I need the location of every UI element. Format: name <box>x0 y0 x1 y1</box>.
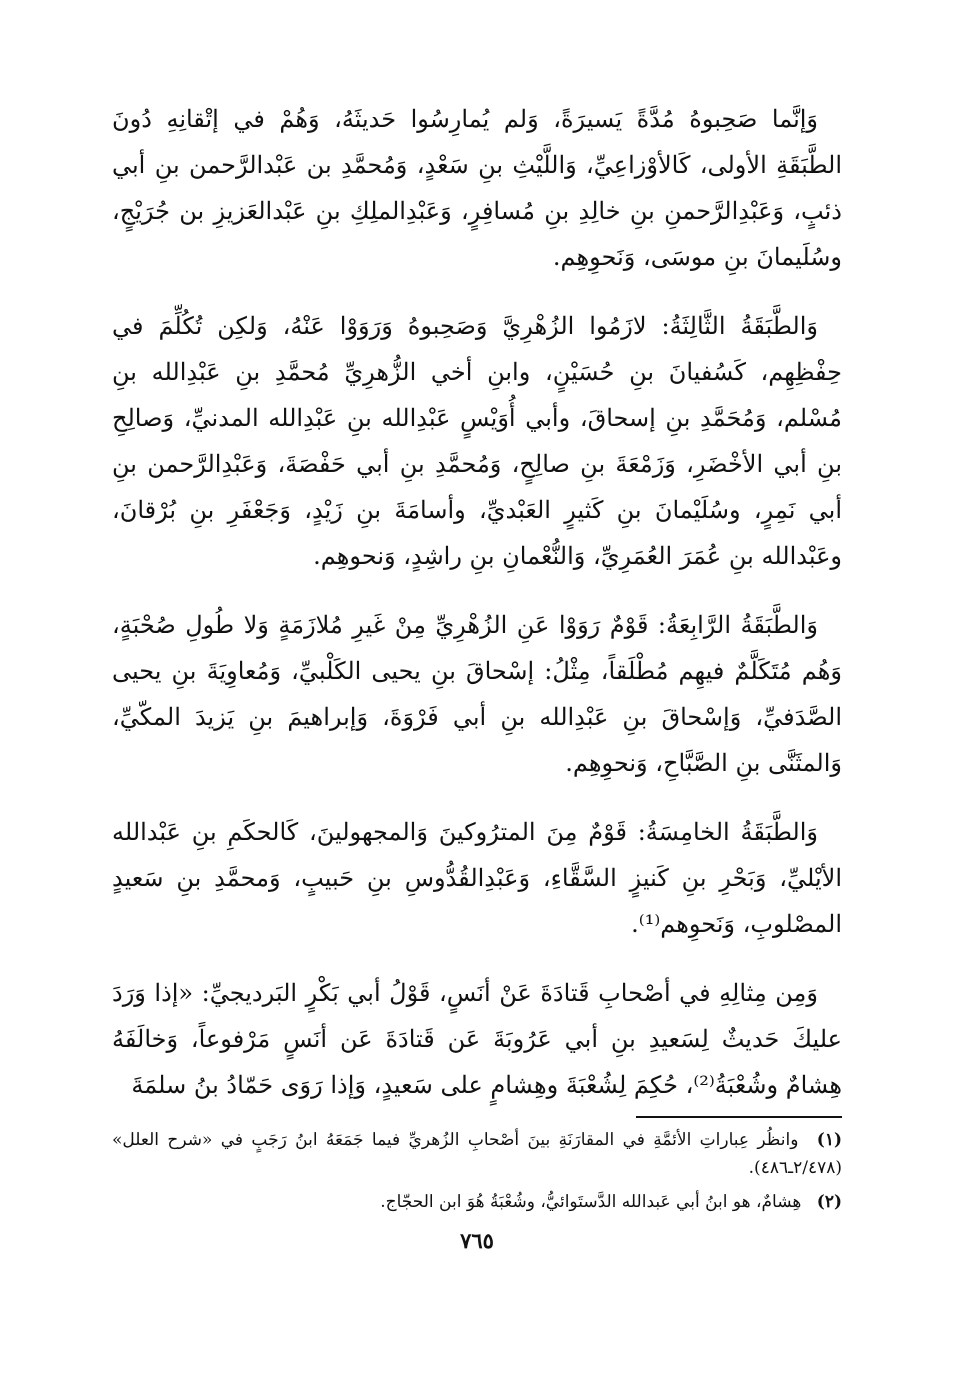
footnote-1-text: وانظُر عِباراتِ الأئمَّةِ في المقارَنَةِ بينَ أصْحابِ الزُهريِّ فيما جَمَعَهُ ابنُ رَجَبٍ في «شرح العلل» (٢/٤٧٨ـ٤٨٦). <box>112 1130 842 1178</box>
footnote-1-marker: (١) <box>816 1130 842 1150</box>
footnotes <box>112 1126 842 1222</box>
footnote-2-text: هِشامٌ، هو ابنُ أبي عَبدالله الدَّستَوائيُّ، وشُعْبَةُ هُوَ ابن الحجّاج. <box>380 1192 802 1212</box>
footnote-1 <box>112 1126 842 1182</box>
main-text <box>112 96 842 1108</box>
paragraph-first-class-continuation: وَإنَّما صَحِبوهُ مُدَّةً يَسيرَةً، وَلم يُمارِسُوا حَديثَهُ، وَهُمْ في إتْقانِهِ دُونَ الطَّبَقَةِ الأولى، كَالأوْزاعِيِّ، وَاللَّيْثِ بنِ سَعْدٍ، وَمُحمَّدِ بن عَبْدالرَّحمن بنِ أبي ذئبٍ، وَعَبْدِالرَّحمنِ بنِ خالِدِ بنِ مُسافِرٍ، وَعَبْدِالملِكِ بنِ عَبْدالعَزيزِ بن جُرَيْجٍ، وسُلَيمانَ بنِ موسَى، وَنَحوِهِم. <box>112 105 842 271</box>
paragraph-third-class: وَالطَّبَقَةُ الثَّالِثَةُ: لازَمُوا الزُهْرِيَّ وَصَحِبوهُ وَرَوَوْا عَنْهُ، وَلكِن تُكُلِّمَ في حِفْظِهِم، كَسُفيانَ بنِ حُسَيْنٍ، وابنِ أخي الزُّهرِيِّ مُحمَّدِ بنِ عَبْدِالله بنِ مُسْلم، وَمُحَمَّدِ بنِ إسحاقَ، وأبي أُوَيْسٍ عَبْدِالله بنِ عَبْدِالله المدنيِّ، وَصالِحِ بنِ أبي الأخْضَرِ، وَزَمْعَةَ بنِ صالِحٍ، وَمُحمَّدِ بنِ أبي حَفْصَةَ، وَعَبْدِالرَّحمن بنِ أبي نَمِرٍ، وسُلَيْمانَ بنِ كَثيرٍ العَبْديِّ، وأسامَةَ بنِ زَيْدٍ، وَجَعْفَرِ بنِ بُرْقانَ، وعَبْدالله بنِ عُمَرَ العُمَرِيِّ، وَالنُّعْمانِ بنِ راشِدٍ، وَنحوهِم. <box>112 312 842 570</box>
paragraph-qatada-example: وَمِن مِثالِهِ في أصْحابِ قَتادَةَ عَنْ أنَسٍ، قَوْلُ أبي بَكْرٍ البَرديجيِّ: «إذا وَرَدَ عليكَ حَديثٌ لِسَعيدِ بنِ أبي عَرُوبَةَ عَن قَتادَةَ عَن أنَسٍ مَرْفوعاً، وَخالَفَهُ هِشامٌ وشُعْبَةُ⁽²⁾، حُكِمَ لِشُعْبَةَ وهِشامٍ على سَعيدٍ، وَإذا رَوَى حَمّادُ بنُ سلمَةَ <box>112 979 842 1099</box>
paragraph-fifth-class: وَالطَّبَقَةُ الخامِسَةُ: قَوْمٌ مِنَ المترُوكينَ وَالمجهولينَ، كَالحكَمِ بنِ عَبْدالله الأيْليِّ، وَبَحْرِ بنِ كَنيزٍ السَّقَّاءِ، وَعَبْدِالقُدُّوسِ بنِ حَبيبٍ، وَمحمَّدِ بنِ سَعيدٍ المصْلوبِ، وَنَحوِهم⁽¹⁾. <box>112 818 842 938</box>
page-number: ٧٦٥ <box>460 1228 494 1253</box>
footnote-separator <box>636 1116 842 1118</box>
footnote-2 <box>112 1188 842 1216</box>
footnote-2-marker: (٢) <box>816 1192 842 1212</box>
paragraph-fourth-class: وَالطَّبَقَةُ الرَّابِعَةُ: قَوْمٌ رَوَوْا عَنِ الزُهْرِيِّ مِنْ غَيرِ مُلازَمَةٍ وَلا طُولِ صُحْبَةٍ، وَهُم مُتَكَلَّمٌ فيهِم مُطْلَقاً، مِثْلُ: إسْحاقَ بنِ يحيى الكَلْبيِّ، وَمُعاوِيَةَ بنِ يحيى الصَّدَفيِّ، وَإسْحاقَ بنِ عَبْدِالله بنِ أبي فَرْوَةَ، وَإبراهيمَ بنِ يَزيدَ المكّيِّ، وَالمثَنَّى بنِ الصَّبَّاحِ، وَنحوِهِم. <box>112 611 842 777</box>
